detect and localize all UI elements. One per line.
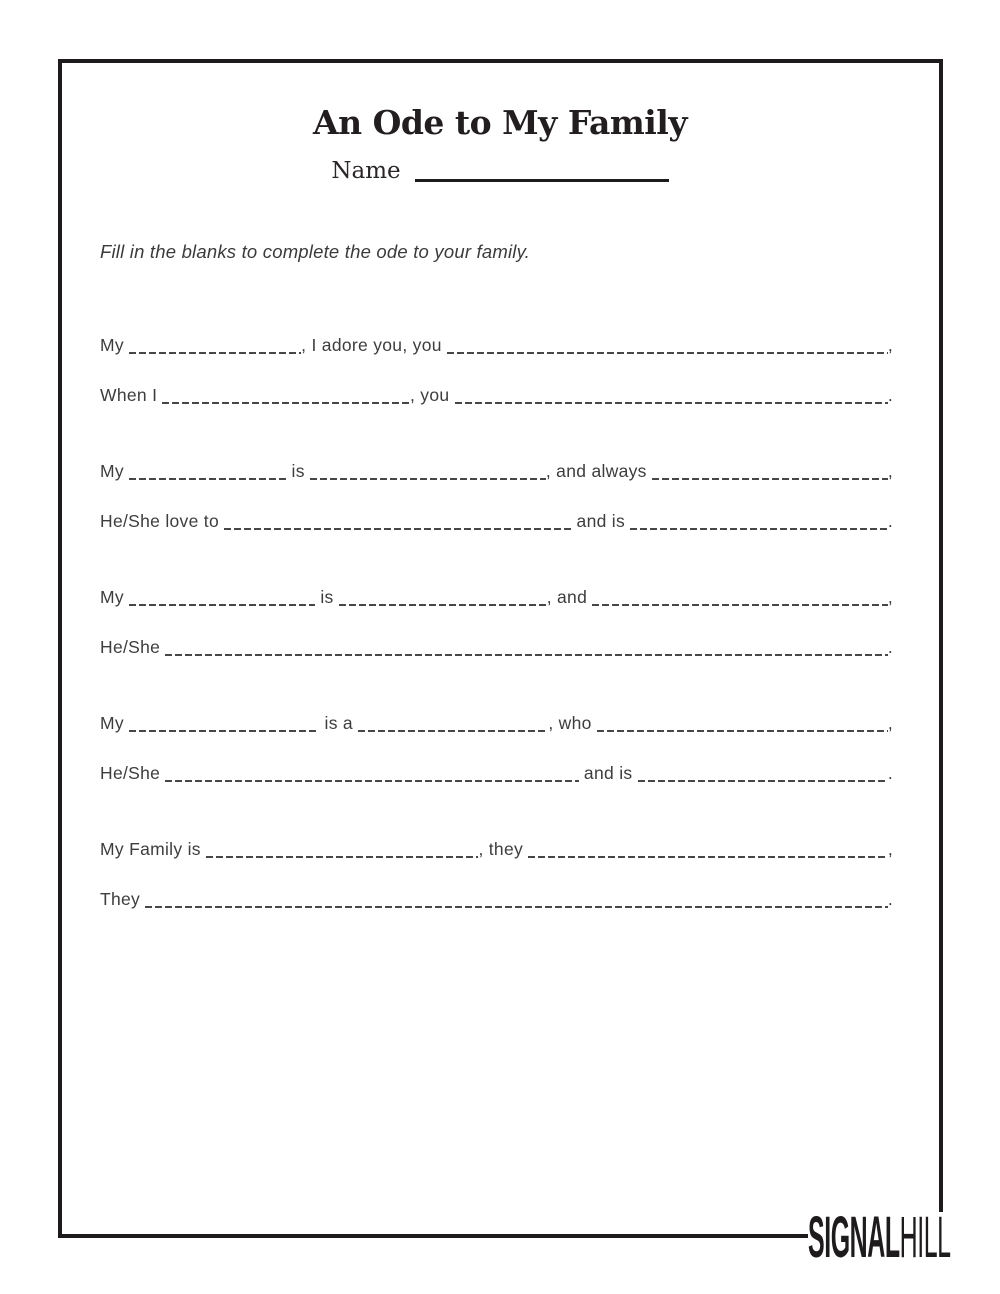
line-text: My bbox=[100, 713, 130, 733]
line-text: , who bbox=[548, 713, 597, 733]
line-text: . bbox=[887, 385, 893, 405]
fill-in-blank bbox=[447, 352, 888, 354]
worksheet-line bbox=[100, 711, 893, 735]
worksheet-line bbox=[100, 635, 893, 659]
stanza bbox=[100, 837, 893, 911]
fill-in-blank bbox=[129, 478, 286, 480]
page-title: An Ode to My Family bbox=[313, 103, 687, 142]
fill-in-blank bbox=[165, 780, 578, 782]
line-text: They bbox=[100, 889, 146, 909]
line-text: My bbox=[100, 335, 130, 355]
fill-in-blank bbox=[592, 604, 888, 606]
fill-in-blank bbox=[652, 478, 888, 480]
brand-word-signal: SIGNAL bbox=[808, 1205, 900, 1270]
line-text: He/She love to bbox=[100, 511, 225, 531]
line-text: is bbox=[315, 587, 339, 607]
line-text: , and always bbox=[545, 461, 652, 481]
line-text: , and bbox=[546, 587, 593, 607]
line-text: , I adore you, you bbox=[301, 335, 447, 355]
line-text: , bbox=[887, 587, 893, 607]
fill-in-blank bbox=[162, 402, 410, 404]
fill-in-blank bbox=[358, 730, 548, 732]
brand-word-hill: HILL bbox=[899, 1205, 951, 1270]
fill-in-blank bbox=[455, 402, 888, 404]
worksheet-line bbox=[100, 509, 893, 533]
line-text: My Family is bbox=[100, 839, 206, 859]
worksheet-line bbox=[100, 761, 893, 785]
stanzas bbox=[100, 333, 893, 911]
frame-border-right bbox=[939, 59, 943, 1212]
worksheet-line bbox=[100, 837, 893, 861]
line-text: is bbox=[286, 461, 310, 481]
line-text: . bbox=[887, 637, 893, 657]
name-row bbox=[0, 158, 1000, 184]
stanza bbox=[100, 585, 893, 659]
fill-in-blank bbox=[129, 730, 319, 732]
brand-logo bbox=[808, 1205, 958, 1270]
name-line bbox=[415, 179, 669, 182]
line-text: , bbox=[887, 713, 893, 733]
fill-in-blank bbox=[630, 528, 888, 530]
fill-in-blank bbox=[165, 654, 887, 656]
worksheet-line bbox=[100, 333, 893, 357]
fill-in-blank bbox=[638, 780, 888, 782]
fill-in-blank bbox=[339, 604, 547, 606]
fill-in-blank bbox=[145, 906, 888, 908]
worksheet-line bbox=[100, 383, 893, 407]
stanza bbox=[100, 333, 893, 407]
stanza bbox=[100, 459, 893, 533]
fill-in-blank bbox=[528, 856, 888, 858]
brand-logo-text bbox=[808, 1205, 951, 1270]
line-text: and is bbox=[578, 763, 638, 783]
fill-in-blank bbox=[224, 528, 571, 530]
frame-border-top bbox=[58, 59, 943, 63]
line-text: . bbox=[887, 889, 893, 909]
worksheet-line bbox=[100, 585, 893, 609]
fill-in-blank bbox=[310, 478, 546, 480]
line-text: . bbox=[887, 763, 893, 783]
line-text: My bbox=[100, 587, 130, 607]
line-text: . bbox=[887, 511, 893, 531]
name-label: Name bbox=[331, 158, 401, 184]
line-text: He/She bbox=[100, 763, 166, 783]
line-text: is a bbox=[319, 713, 359, 733]
fill-in-blank bbox=[129, 352, 301, 354]
frame-border-bottom bbox=[58, 1234, 808, 1238]
stanza bbox=[100, 711, 893, 785]
fill-in-blank bbox=[206, 856, 478, 858]
worksheet-line bbox=[100, 887, 893, 911]
line-text: , bbox=[887, 839, 893, 859]
worksheet-line bbox=[100, 459, 893, 483]
frame-border-left bbox=[58, 59, 62, 1238]
line-text: He/She bbox=[100, 637, 166, 657]
instruction-text: Fill in the blanks to complete the ode to your family. bbox=[100, 241, 530, 262]
fill-in-blank bbox=[129, 604, 315, 606]
line-text: , bbox=[887, 335, 893, 355]
line-text: and is bbox=[571, 511, 631, 531]
line-text: When I bbox=[100, 385, 163, 405]
line-text: , you bbox=[409, 385, 455, 405]
line-text: , bbox=[887, 461, 893, 481]
line-text: My bbox=[100, 461, 130, 481]
line-text: , they bbox=[478, 839, 529, 859]
fill-in-blank bbox=[597, 730, 888, 732]
